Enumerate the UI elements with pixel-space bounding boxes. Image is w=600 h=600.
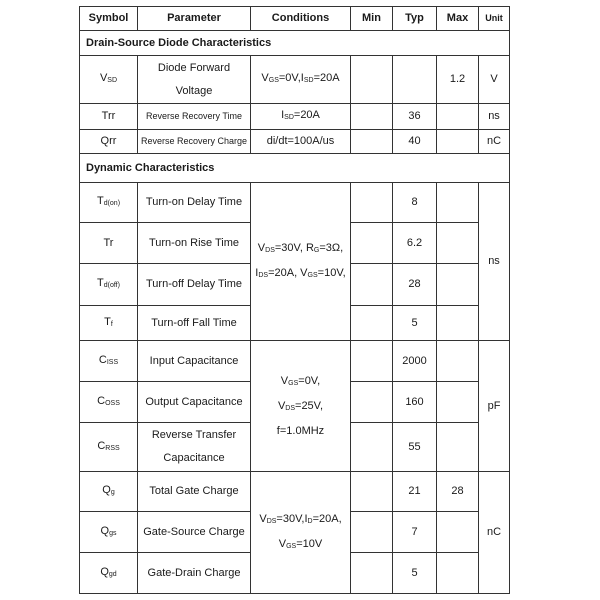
typ-cell: 36 bbox=[393, 104, 437, 130]
typ-cell: 21 bbox=[393, 472, 437, 512]
condition-cell: di/dt=100A/us bbox=[251, 130, 351, 154]
min-cell bbox=[351, 382, 393, 423]
max-cell bbox=[437, 130, 479, 154]
capacitance-unit-cell: pF bbox=[479, 341, 510, 472]
header-symbol: Symbol bbox=[80, 7, 138, 31]
min-cell bbox=[351, 183, 393, 223]
typ-cell: 6.2 bbox=[393, 223, 437, 264]
parameter-cell: Reverse Recovery Time bbox=[138, 104, 251, 130]
parameter-cell: Reverse Recovery Charge bbox=[138, 130, 251, 154]
typ-cell: 5 bbox=[393, 306, 437, 341]
section-row bbox=[80, 31, 510, 56]
header-parameter: Parameter bbox=[138, 7, 251, 31]
symbol-cell: Trr bbox=[80, 104, 138, 130]
header-row bbox=[80, 7, 510, 31]
symbol-cell: $T_{d(off)}$ bbox=[80, 264, 138, 306]
min-cell bbox=[351, 306, 393, 341]
switching-unit-cell: ns bbox=[479, 183, 510, 341]
unit-cell: ns bbox=[479, 104, 510, 130]
charge-conditions-cell: $V_{DS}=30V,I_D=20A$, $V_{GS}=10V$ bbox=[251, 472, 351, 594]
symbol-cell: $T_{d(on)}$ bbox=[80, 183, 138, 223]
parameter-cell: Gate-Drain Charge bbox=[138, 553, 251, 594]
max-cell bbox=[437, 183, 479, 223]
section-row bbox=[80, 154, 510, 183]
min-cell bbox=[351, 512, 393, 553]
symbol-cell: Qrr bbox=[80, 130, 138, 154]
table-row bbox=[80, 183, 510, 223]
condition-cell: $I_{SD}=20A$ bbox=[251, 104, 351, 130]
header-unit: Unit bbox=[479, 7, 510, 31]
max-cell bbox=[437, 223, 479, 264]
typ-cell bbox=[393, 56, 437, 104]
max-cell bbox=[437, 104, 479, 130]
table-row bbox=[80, 130, 510, 154]
header-typ: Typ bbox=[393, 7, 437, 31]
max-cell bbox=[437, 512, 479, 553]
typ-cell: 40 bbox=[393, 130, 437, 154]
unit-cell: V bbox=[479, 56, 510, 104]
parameter-cell: Input Capacitance bbox=[138, 341, 251, 382]
max-cell: 28 bbox=[437, 472, 479, 512]
symbol-cell: $C_{ISS}$ bbox=[80, 341, 138, 382]
symbol-cell: $Q_{gd}$ bbox=[80, 553, 138, 594]
capacitance-conditions-cell: $V_{GS}=0V$, $V_{DS}=25V$, f=1.0MHz bbox=[251, 341, 351, 472]
symbol-cell: $Q_g$ bbox=[80, 472, 138, 512]
parameter-cell: Turn-off Delay Time bbox=[138, 264, 251, 306]
unit-cell: nC bbox=[479, 130, 510, 154]
typ-cell: 7 bbox=[393, 512, 437, 553]
parameter-cell: Total Gate Charge bbox=[138, 472, 251, 512]
table-row bbox=[80, 104, 510, 130]
parameter-cell: Turn-off Fall Time bbox=[138, 306, 251, 341]
min-cell bbox=[351, 553, 393, 594]
min-cell bbox=[351, 56, 393, 104]
max-cell bbox=[437, 382, 479, 423]
symbol-cell: $T_f$ bbox=[80, 306, 138, 341]
header-max: Max bbox=[437, 7, 479, 31]
parameter-cell: Output Capacitance bbox=[138, 382, 251, 423]
typ-cell: 2000 bbox=[393, 341, 437, 382]
parameter-cell: Diode Forward Voltage bbox=[138, 56, 251, 104]
parameter-cell: Turn-on Rise Time bbox=[138, 223, 251, 264]
section-dynamic-title: Dynamic Characteristics bbox=[80, 154, 510, 183]
symbol-cell: $C_{RSS}$ bbox=[80, 423, 138, 472]
max-cell: 1.2 bbox=[437, 56, 479, 104]
table-row bbox=[80, 56, 510, 104]
typ-cell: 8 bbox=[393, 183, 437, 223]
table-row bbox=[80, 341, 510, 382]
typ-cell: 5 bbox=[393, 553, 437, 594]
typ-cell: 160 bbox=[393, 382, 437, 423]
condition-cell: $V_{GS}=0V,I_{SD}=20A$ bbox=[251, 56, 351, 104]
charge-unit-cell: nC bbox=[479, 472, 510, 594]
max-cell bbox=[437, 264, 479, 306]
symbol-cell: $Q_{gs}$ bbox=[80, 512, 138, 553]
min-cell bbox=[351, 130, 393, 154]
header-conditions: Conditions bbox=[251, 7, 351, 31]
symbol-cell: Tr bbox=[80, 223, 138, 264]
typ-cell: 28 bbox=[393, 264, 437, 306]
max-cell bbox=[437, 423, 479, 472]
section-diode-title: Drain-Source Diode Characteristics bbox=[80, 31, 510, 56]
symbol-cell: $V_{SD}$ bbox=[80, 56, 138, 104]
min-cell bbox=[351, 104, 393, 130]
typ-cell: 55 bbox=[393, 423, 437, 472]
header-min: Min bbox=[351, 7, 393, 31]
table-row bbox=[80, 472, 510, 512]
max-cell bbox=[437, 306, 479, 341]
parameter-cell: Reverse Transfer Capacitance bbox=[138, 423, 251, 472]
datasheet-table bbox=[79, 6, 510, 594]
symbol-cell: $C_{OSS}$ bbox=[80, 382, 138, 423]
switching-conditions-cell: $V_{DS}=30V$, $R_G=3\Omega$, $I_{DS}=20A$, $V_{GS}=10V$, bbox=[251, 183, 351, 341]
min-cell bbox=[351, 341, 393, 382]
min-cell bbox=[351, 264, 393, 306]
max-cell bbox=[437, 553, 479, 594]
min-cell bbox=[351, 472, 393, 512]
max-cell bbox=[437, 341, 479, 382]
parameter-cell: Turn-on Delay Time bbox=[138, 183, 251, 223]
min-cell bbox=[351, 423, 393, 472]
min-cell bbox=[351, 223, 393, 264]
parameter-cell: Gate-Source Charge bbox=[138, 512, 251, 553]
